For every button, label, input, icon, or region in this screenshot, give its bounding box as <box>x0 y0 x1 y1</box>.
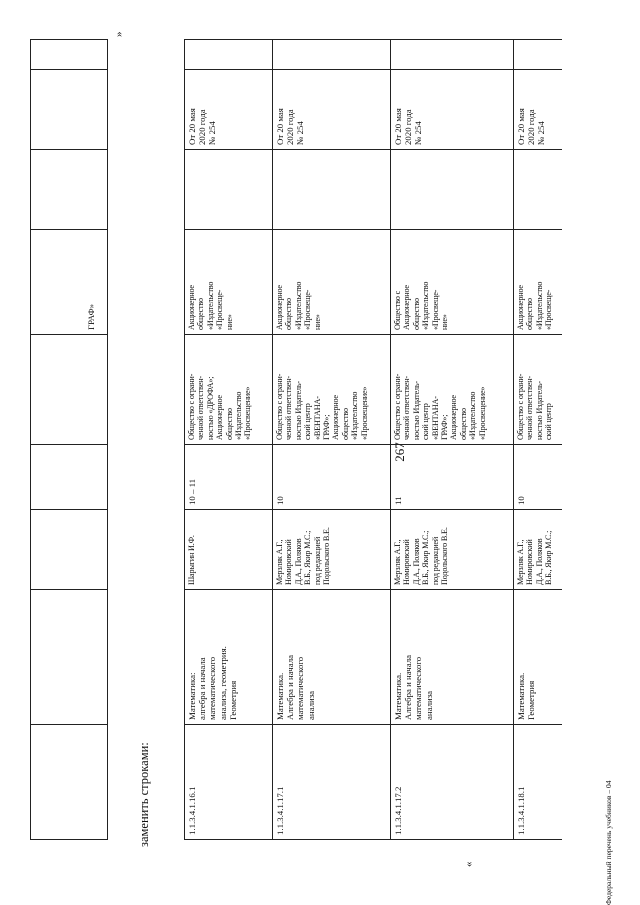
top-table-cell <box>30 444 108 510</box>
top-table-cell <box>30 334 108 445</box>
top-table-grafo-text: ГРАФ» <box>86 304 96 330</box>
row-3-authors: Мерзляк А.Г., Номировский Д.А., Поляков В.Б., Якир М.С.; под редакцией Подольского В.Е. <box>390 509 514 590</box>
row-2-publisher: Общество с ограни- ченной ответствен- ностью Издатель- ский центр «ВЕНТАНА- ГРАФ»; Акционерное общество «Издательство «Просвещение» <box>272 334 391 445</box>
row-1-subject: Математика: алгебра и начала математического анализа, геометрия. Геометрия <box>184 589 273 725</box>
row-3-grade: 11 <box>390 444 514 510</box>
top-table-cell <box>30 509 108 590</box>
row-3-code: 1.1.3.4.1.17.2 <box>390 724 514 840</box>
row-4-publisher: Общество с ограни- ченной ответствен- ностью Издатель- ский центр <box>513 334 562 445</box>
row-1-authors: Шарыгин И.Ф. <box>184 509 273 590</box>
row-1-date: От 20 мая 2020 года № 254 <box>184 69 273 150</box>
row-1-empty <box>184 149 273 230</box>
top-table-cell <box>30 589 108 725</box>
row-3-empty <box>390 149 514 230</box>
opening-quote: « <box>463 861 475 867</box>
row-4-holder: Акционерное общество «Издательство «Просвеще- <box>513 229 562 335</box>
row-1-publisher: Общество с ограни- ченной ответствен- ностью «ДРОФА»; Акционерное общество «Издательство «Просвещение» <box>184 334 273 445</box>
row-3-date: От 20 мая 2020 года № 254 <box>390 69 514 150</box>
row-4-date: От 20 мая 2020 года № 254 <box>513 69 562 150</box>
top-table-cell <box>30 39 108 70</box>
row-1-code: 1.1.3.4.1.16.1 <box>184 724 273 840</box>
row-2-subject: Математика. Алгебра и начала математического анализа <box>272 589 391 725</box>
row-3-empty-last <box>390 39 514 70</box>
top-table-cell <box>30 69 108 150</box>
row-1-holder: Акционерное общество «Издательство «Просвеще- ние» <box>184 229 273 335</box>
page-number: 267 <box>392 442 407 462</box>
row-2-empty <box>272 149 391 230</box>
row-2-code: 1.1.3.4.1.17.1 <box>272 724 391 840</box>
row-2-grade: 10 <box>272 444 391 510</box>
footer-text: Федеральный перечень учебников – 04 <box>604 780 613 905</box>
row-4-grade: 10 <box>513 444 562 510</box>
row-3-subject: Математика. Алгебра и начала математического анализа <box>390 589 514 725</box>
row-4-empty <box>513 149 562 230</box>
row-3-publisher: Общество с ограни- ченной ответствен- ностью Издатель- ский центр «ВЕНТАНА- ГРАФ»; Акционерное общество «Издательство «Просвещение» <box>390 334 514 445</box>
row-4-authors: Мерзляк А.Г., Номировский Д.А., Поляков В.Б., Якир М.С.; <box>513 509 562 590</box>
row-4-subject: Математика. Геометрия <box>513 589 562 725</box>
row-1-empty-last <box>184 39 273 70</box>
row-3-holder: Общество с Акционерное общество «Издательство «Просвеще- ние» <box>390 229 514 335</box>
closing-quote: » <box>113 31 125 37</box>
replace-with-rows-label: заменить строками: <box>137 742 151 847</box>
top-table-cell <box>30 149 108 230</box>
top-table-cell <box>30 724 108 840</box>
row-2-date: От 20 мая 2020 года № 254 <box>272 69 391 150</box>
row-2-empty-last <box>272 39 391 70</box>
row-4-code: 1.1.3.4.1.18.1 <box>513 724 562 840</box>
row-2-holder: Акционерное общество «Издательство «Просвеще- ние» <box>272 229 391 335</box>
top-table-cell <box>30 229 108 335</box>
row-1-grade: 10 – 11 <box>184 444 273 510</box>
row-4-empty-last <box>513 39 562 70</box>
row-2-authors: Мерзляк А.Г., Номировский Д.А., Поляков В.Б., Якир М.С.; под редакцией Подольского В.Е. <box>272 509 391 590</box>
